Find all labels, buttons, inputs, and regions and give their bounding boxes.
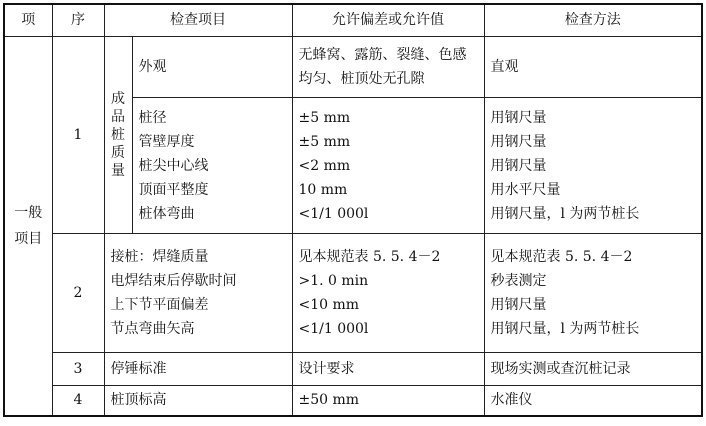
items-group2 (104, 233, 292, 352)
tolerance-row3: 设计要求 (292, 352, 484, 385)
list-item: 电焊结束后停歇时间 (110, 272, 237, 289)
category-label: 一般项目 (14, 204, 43, 247)
list-item: 上下节平面偏差 (110, 296, 209, 313)
header-category: 项 (4, 4, 52, 36)
list-item: 10 mm (298, 181, 348, 198)
list-item: <1/1 000l (298, 320, 369, 337)
list-item: 见本规范表 5. 5. 4－2 (490, 248, 633, 265)
list-item: 用钢尺量 (490, 109, 547, 126)
header-tolerance: 允许偏差或允许值 (292, 4, 484, 36)
items-group1 (132, 98, 292, 233)
list-item: 接桩：焊缝质量 (110, 248, 209, 265)
list-item: 用钢尺量，l 为两节桩长 (490, 205, 640, 222)
list-item: 桩径 (138, 109, 167, 126)
list-item: 用钢尺量，l 为两节桩长 (490, 320, 640, 337)
list-item: 见本规范表 5. 5. 4－2 (298, 248, 441, 265)
table-row (4, 385, 702, 416)
sub-label: 成品桩质量 (111, 90, 125, 179)
list-item: 节点弯曲矢高 (110, 320, 195, 337)
seq-cell-3: 3 (52, 352, 104, 385)
header-row (4, 4, 702, 36)
list-item: <2 mm (298, 157, 351, 174)
tolerances-group1 (292, 98, 484, 233)
list-item: 用钢尺量 (490, 157, 547, 174)
seq-cell-2: 2 (52, 233, 104, 352)
header-seq: 序 (52, 4, 104, 36)
list-item: >1. 0 min (298, 272, 369, 289)
method-row3: 现场实测或查沉桩记录 (484, 352, 702, 385)
method-row4: 水准仪 (484, 385, 702, 416)
category-cell (4, 36, 52, 416)
header-method: 检查方法 (484, 4, 702, 36)
header-item: 检查项目 (104, 4, 292, 36)
inspection-table (3, 3, 703, 417)
list-item: <1/1 000l (298, 205, 369, 222)
methods-group1 (484, 98, 702, 233)
table-row (4, 352, 702, 385)
sub-label-cell (104, 36, 132, 233)
list-item: <10 mm (298, 296, 360, 313)
list-item: 用钢尺量 (490, 296, 547, 313)
table-row (4, 233, 702, 352)
list-item: 顶面平整度 (138, 181, 209, 198)
tolerance-appearance (292, 36, 484, 98)
tolerance-appearance-line1: 无蜂窝、露筋、裂缝、色感 (298, 47, 467, 64)
method-appearance: 直观 (484, 36, 702, 98)
list-item: 用水平尺量 (490, 181, 561, 198)
list-item: 桩体弯曲 (138, 205, 195, 222)
item-row4: 桩顶标高 (104, 385, 292, 416)
item-row3: 停锤标准 (104, 352, 292, 385)
list-item: 用钢尺量 (490, 133, 547, 150)
list-item: ±5 mm (298, 109, 351, 126)
seq-cell-4: 4 (52, 385, 104, 416)
list-item: 桩尖中心线 (138, 157, 209, 174)
tolerances-group2 (292, 233, 484, 352)
seq-cell-1: 1 (52, 36, 104, 233)
methods-group2 (484, 233, 702, 352)
tolerance-row4: ±50 mm (292, 385, 484, 416)
tolerance-appearance-line2: 均匀、桩顶处无孔隙 (298, 71, 425, 88)
list-item: ±5 mm (298, 133, 351, 150)
list-item: 管壁厚度 (138, 133, 195, 150)
table-row (4, 36, 702, 98)
item-appearance: 外观 (132, 36, 292, 98)
list-item: 秒表测定 (490, 272, 547, 289)
